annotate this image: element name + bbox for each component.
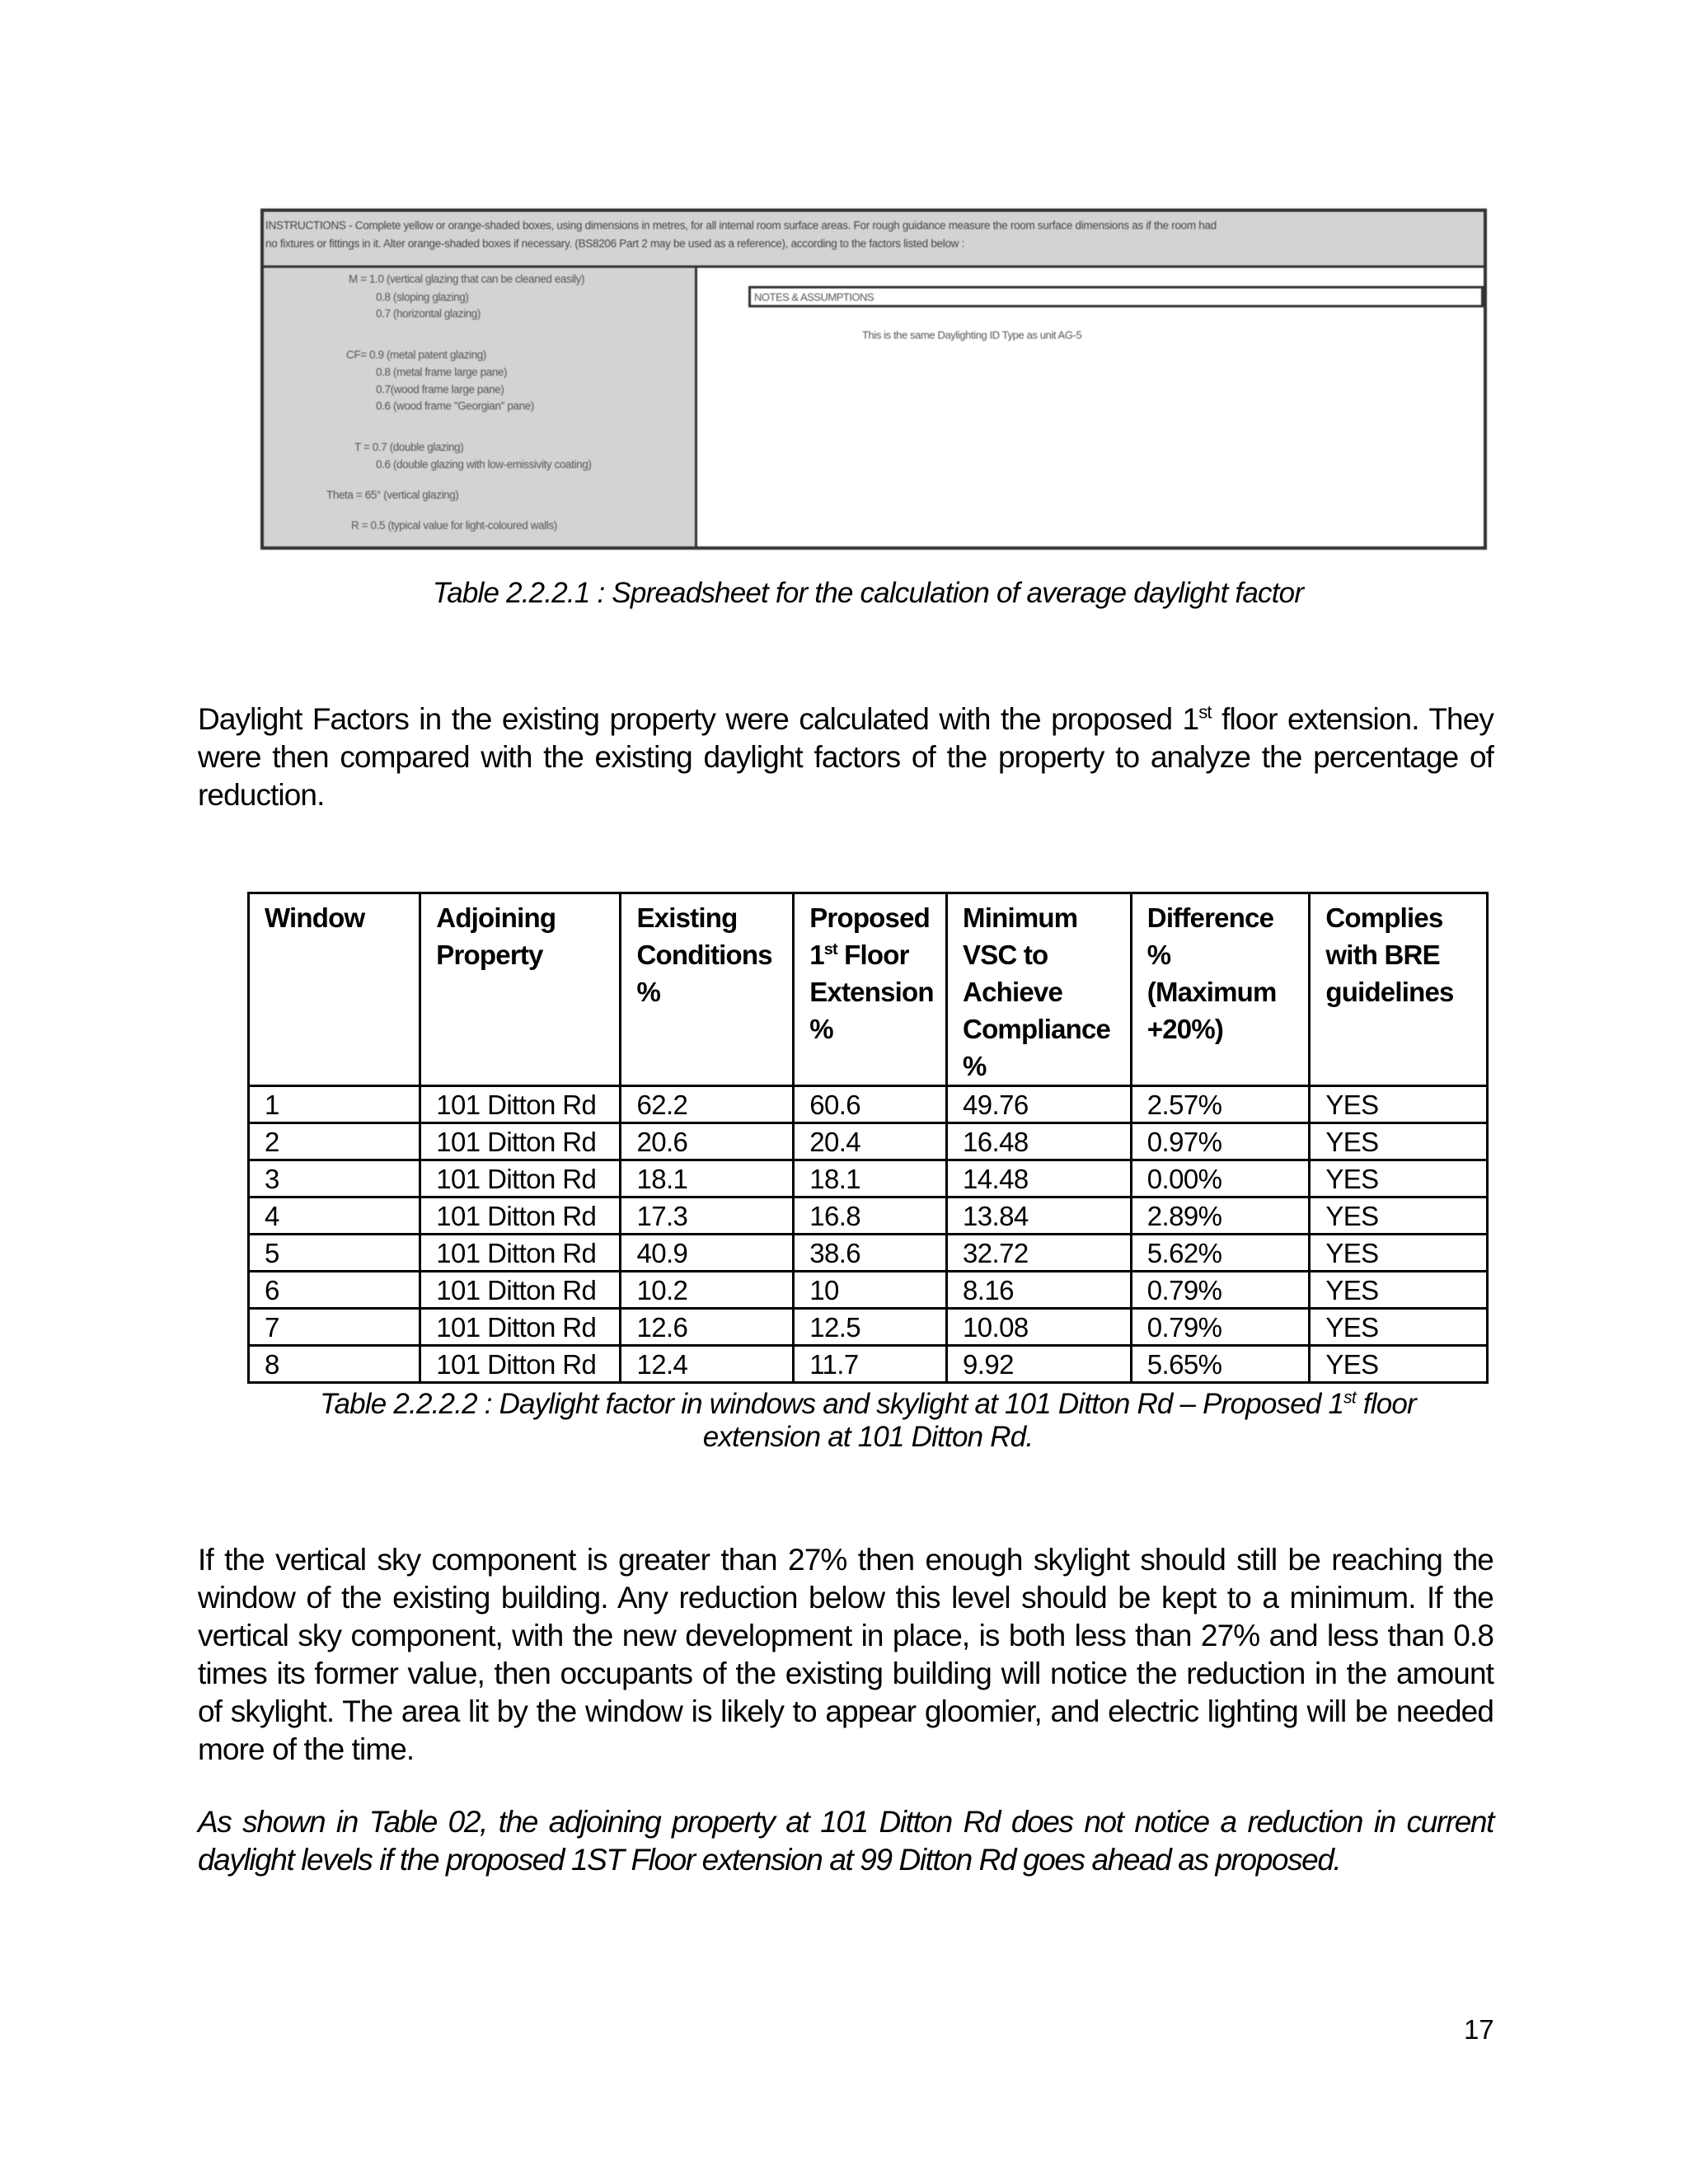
header-adjoining-property: Adjoining Property — [420, 893, 621, 1086]
cell-complies: YES — [1310, 1086, 1488, 1123]
cell-existing: 20.6 — [621, 1123, 794, 1160]
cell-window: 2 — [249, 1123, 420, 1160]
factor-m-alt2: 0.7 (horizontal glazing) — [376, 307, 481, 320]
paragraph-intro — [198, 701, 1493, 814]
cell-property: 101 Ditton Rd — [420, 1086, 621, 1123]
page-number: 17 — [1464, 2014, 1494, 2045]
factor-list — [264, 268, 695, 546]
cell-complies: YES — [1310, 1235, 1488, 1272]
cell-difference: 0.79% — [1131, 1309, 1310, 1346]
cell-proposed: 16.8 — [794, 1197, 947, 1235]
paragraph-conclusion: As shown in Table 02, the adjoining property at 101 Ditton Rd does not notice a reduction in current daylight levels if the proposed 1ST Floor extension at 99 Ditton Rd goes ahead as proposed. — [198, 1805, 1493, 1877]
cell-window: 8 — [249, 1346, 420, 1383]
cell-property: 101 Ditton Rd — [420, 1160, 621, 1197]
factor-theta: Theta = 65° (vertical glazing) — [326, 489, 459, 501]
cell-existing: 10.2 — [621, 1272, 794, 1309]
cell-minimum-vsc: 16.48 — [947, 1123, 1132, 1160]
notes-assumptions-box: NOTES & ASSUMPTIONS — [748, 286, 1484, 307]
cell-window: 3 — [249, 1160, 420, 1197]
daylight-factor-table — [247, 892, 1489, 1384]
notes-panel — [695, 268, 1484, 546]
cell-existing: 40.9 — [621, 1235, 794, 1272]
notes-text: This is the same Daylighting ID Type as unit AG-5 — [862, 329, 1082, 341]
header-minimum-vsc: Minimum VSC to Achieve Compliance % — [947, 893, 1132, 1086]
caption-table-1: Table 2.2.2.1 : Spreadsheet for the calculation of average daylight factor — [432, 577, 1304, 609]
cell-difference: 5.62% — [1131, 1235, 1310, 1272]
table-row — [249, 1346, 1488, 1383]
cell-minimum-vsc: 49.76 — [947, 1086, 1132, 1123]
table-row — [249, 1086, 1488, 1123]
table-row — [249, 1160, 1488, 1197]
cell-proposed: 18.1 — [794, 1160, 947, 1197]
cell-difference: 0.00% — [1131, 1160, 1310, 1197]
cell-complies: YES — [1310, 1197, 1488, 1235]
cell-proposed: 38.6 — [794, 1235, 947, 1272]
cell-property: 101 Ditton Rd — [420, 1123, 621, 1160]
header-window: Window — [249, 893, 420, 1086]
cell-window: 1 — [249, 1086, 420, 1123]
cell-difference: 5.65% — [1131, 1346, 1310, 1383]
factor-cf-alt1: 0.8 (metal frame large pane) — [376, 366, 508, 378]
cell-existing: 17.3 — [621, 1197, 794, 1235]
table-row — [249, 1123, 1488, 1160]
cell-existing: 62.2 — [621, 1086, 794, 1123]
cell-window: 5 — [249, 1235, 420, 1272]
factor-cf-alt2: 0.7(wood frame large pane) — [376, 383, 504, 396]
cell-window: 4 — [249, 1197, 420, 1235]
header-difference: Difference % (Maximum +20%) — [1131, 893, 1310, 1086]
cell-minimum-vsc: 8.16 — [947, 1272, 1132, 1309]
cell-property: 101 Ditton Rd — [420, 1272, 621, 1309]
cell-difference: 0.79% — [1131, 1272, 1310, 1309]
table-row — [249, 1235, 1488, 1272]
cell-existing: 12.4 — [621, 1346, 794, 1383]
table-row — [249, 1197, 1488, 1235]
factor-cf: CF= 0.9 (metal patent glazing) — [346, 349, 486, 361]
header-complies-bre: Complies with BRE guidelines — [1310, 893, 1488, 1086]
paragraph-intro-text-a: Daylight Factors in the existing property were calculated with the proposed 1 — [198, 702, 1199, 736]
cell-property: 101 Ditton Rd — [420, 1346, 621, 1383]
cell-complies: YES — [1310, 1160, 1488, 1197]
table-row — [249, 1272, 1488, 1309]
header-existing-conditions: Existing Conditions % — [621, 893, 794, 1086]
cell-minimum-vsc: 9.92 — [947, 1346, 1132, 1383]
cell-proposed: 12.5 — [794, 1309, 947, 1346]
cell-property: 101 Ditton Rd — [420, 1197, 621, 1235]
cell-difference: 2.57% — [1131, 1086, 1310, 1123]
cell-proposed: 20.4 — [794, 1123, 947, 1160]
factor-cf-alt3: 0.6 (wood frame "Georgian" pane) — [376, 400, 534, 412]
table-row — [249, 1309, 1488, 1346]
caption-table-2: Table 2.2.2.2 : Daylight factor in windows and skylight at 101 Ditton Rd – Proposed 1st floor extension at 101 Ditton Rd. — [320, 1388, 1416, 1453]
cell-proposed: 60.6 — [794, 1086, 947, 1123]
cell-property: 101 Ditton Rd — [420, 1235, 621, 1272]
paragraph-vsc-explanation: If the vertical sky component is greater than 27% then enough skylight should still be reaching the window of the existing building. Any reduction below this level should be kept to a minimum. If the vertical sky component, with the new development in place, is both less than 27% and less than 0.8 times its former value, then occupants of the existing building will notice the reduction in the amount of skylight. The area lit by the window is likely to appear gloomier, and electric lighting will be needed more of the time. — [198, 1543, 1493, 1766]
cell-complies: YES — [1310, 1272, 1488, 1309]
instructions-header — [264, 212, 1484, 268]
cell-complies: YES — [1310, 1346, 1488, 1383]
cell-complies: YES — [1310, 1309, 1488, 1346]
cell-proposed: 11.7 — [794, 1346, 947, 1383]
cell-property: 101 Ditton Rd — [420, 1309, 621, 1346]
cell-existing: 12.6 — [621, 1309, 794, 1346]
factor-m: M = 1.0 (vertical glazing that can be cleaned easily) — [349, 273, 585, 285]
factor-t-alt1: 0.6 (double glazing with low-emissivity coating) — [376, 458, 592, 471]
superscript-st: st — [1198, 701, 1212, 723]
cell-complies: YES — [1310, 1123, 1488, 1160]
factor-m-alt1: 0.8 (sloping glazing) — [376, 291, 469, 303]
cell-minimum-vsc: 13.84 — [947, 1197, 1132, 1235]
spreadsheet-image — [260, 209, 1487, 550]
cell-minimum-vsc: 10.08 — [947, 1309, 1132, 1346]
instructions-line-1: INSTRUCTIONS - Complete yellow or orange-shaded boxes, using dimensions in metres, for all internal room surface areas. For rough guidance measure the room surface dimensions as if the room had — [265, 219, 1217, 232]
cell-existing: 18.1 — [621, 1160, 794, 1197]
instructions-line-2: no fixtures or fittings in it. Alter orange-shaded boxes if necessary. (BS8206 Part 2 may be used as a reference), according to the factors listed below : — [265, 237, 965, 250]
cell-difference: 0.97% — [1131, 1123, 1310, 1160]
cell-difference: 2.89% — [1131, 1197, 1310, 1235]
cell-window: 6 — [249, 1272, 420, 1309]
paragraph-intro-text-b: floor extension. They were then compared with the existing daylight factors of the property to analyze the percentage of reduction. — [198, 702, 1493, 812]
cell-window: 7 — [249, 1309, 420, 1346]
header-proposed-extension: Proposed 1st Floor Extension % — [794, 893, 947, 1086]
cell-minimum-vsc: 32.72 — [947, 1235, 1132, 1272]
factor-r: R = 0.5 (typical value for light-coloured walls) — [351, 519, 557, 532]
factor-t: T = 0.7 (double glazing) — [354, 441, 464, 453]
cell-minimum-vsc: 14.48 — [947, 1160, 1132, 1197]
table-header-row — [249, 893, 1488, 1086]
cell-proposed: 10 — [794, 1272, 947, 1309]
